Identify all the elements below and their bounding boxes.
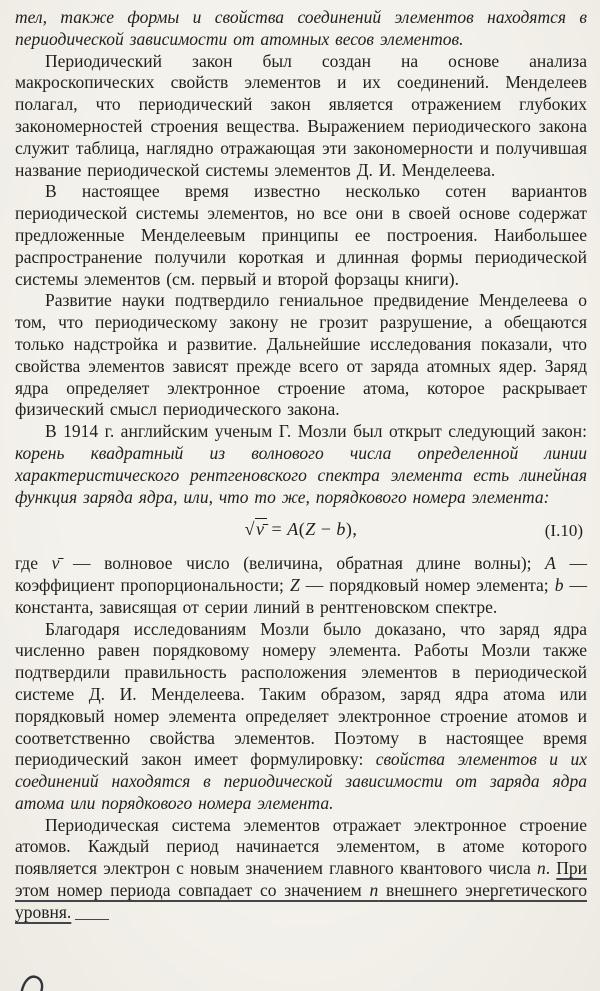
minus-sign: − bbox=[315, 519, 337, 540]
close-paren: ), bbox=[345, 519, 358, 540]
paragraph-science-development bbox=[15, 290, 587, 421]
var-a: A bbox=[545, 553, 556, 574]
wavenumber-symbol: ν̄ bbox=[256, 519, 265, 540]
paragraph-law-statement bbox=[15, 7, 587, 51]
equation-moseley bbox=[15, 519, 587, 541]
paragraph-text: В настоящее время известно несколько сотен вариантов периодической системы элементов, но все они в своей основе содержат предложенные Менделеевым принципы ее построения. Наибольшее распространение получили короткая и длинная формы периодической системы элементов (см. первый и второй форзацы книги). bbox=[15, 181, 587, 289]
paragraph-text: Периодическая система элементов отражает электронное строение атомов. Каждый период начинается элементом, в атоме которого появляется электрон с новым значением главного квантового числа bbox=[15, 814, 587, 879]
modern-law-italic: свойства элементов и их соединений находятся в периодической зависимости от заряда ядра атома или порядкового номера элемента. bbox=[15, 749, 587, 813]
paragraph-system-variants bbox=[15, 181, 587, 290]
equation-number: (I.10) bbox=[544, 521, 583, 541]
var-a: A bbox=[287, 519, 299, 540]
formula-expression bbox=[245, 518, 358, 539]
notation-text: — константа, зависящая от серии линий в рентгеновском спектре. bbox=[15, 574, 588, 617]
paragraph-moseley-law bbox=[15, 421, 587, 508]
moseley-law-italic: корень квадратный из волнового числа определенной линии характеристического рентгеновского спектра элемента есть линейная функция заряда ядра, или, что то же, порядкового номера элемента: bbox=[15, 442, 587, 507]
paragraph-moseley-conclusions bbox=[15, 619, 587, 815]
paragraph-periodic-system bbox=[15, 815, 587, 924]
wavenumber-symbol: ν̄ bbox=[51, 553, 60, 574]
paragraph-periodic-law-origin bbox=[15, 51, 587, 182]
paragraph-text: Развитие науки подтвердило гениальное предвидение Менделеева о том, что периодическому закону не грозит разрушение, а обещаются только надстройка и развитие. Дальнейшие исследования показали, что свойства элементов зависят прежде всего от заряда атомных ядер. Заряд ядра определяет электронное строение атома, которое раскрывает физический смысл периодического закона. bbox=[15, 290, 587, 420]
handwritten-mark-icon bbox=[18, 970, 48, 991]
paragraph-text: . bbox=[545, 858, 557, 879]
law-statement-text: тел, также формы и свойства соединений элементов находятся в периодической зависимости от атомных весов элементов. bbox=[15, 7, 587, 49]
paragraph-text: Периодический закон был создан на основе анализа макроскопических свойств элементов и их соединений. Менделеев полагал, что периодический закон является отражением глубоких закономерностей строения вещества. Выражением периодического закона служит таблица, наглядно отражающая эти закономерности и получившая название периодической системы элементов Д. И. Менделеева. bbox=[15, 50, 587, 180]
notation-text: — коэффициент пропорциональности; bbox=[15, 553, 587, 595]
var-b: b bbox=[554, 574, 564, 595]
sqrt-sign: √ bbox=[244, 519, 256, 540]
pen-stroke bbox=[75, 917, 109, 920]
paragraph-text: В 1914 г. английским ученым Г. Мозли был открыт следующий закон: bbox=[45, 421, 587, 442]
paragraph-notation bbox=[15, 553, 587, 618]
var-z: Z bbox=[289, 574, 300, 595]
var-z: Z bbox=[305, 519, 316, 540]
var-b: b bbox=[336, 519, 346, 540]
pen-underlined-text: внешнего энергетического уровня. bbox=[15, 880, 587, 922]
open-paren: ( bbox=[298, 519, 306, 540]
equals-sign: = bbox=[266, 519, 288, 540]
notation-text: — волновое число (величина, обратная длине волны); bbox=[59, 553, 546, 574]
pen-underlined-text: При этом номер периода совпадает со значением bbox=[15, 858, 587, 901]
notation-text: где bbox=[15, 553, 52, 574]
var-n: n bbox=[536, 858, 546, 879]
var-n: n bbox=[369, 880, 379, 901]
paragraph-text: Благодаря исследованиям Мозли было доказано, что заряд ядра численно равен порядковому номеру элемента. Работы Мозли также подтвердили правильность расположения элементов в периодической системе Д. И. Менделеева. Таким образом, заряд ядра атома или порядковый номер элемента определяет электронное строение атомов и соответственно свойства элементов. Поэтому в настоящее время периодический закон имеет формулировку: bbox=[15, 618, 587, 770]
notation-text: — порядковый номер элемента; bbox=[299, 574, 555, 595]
